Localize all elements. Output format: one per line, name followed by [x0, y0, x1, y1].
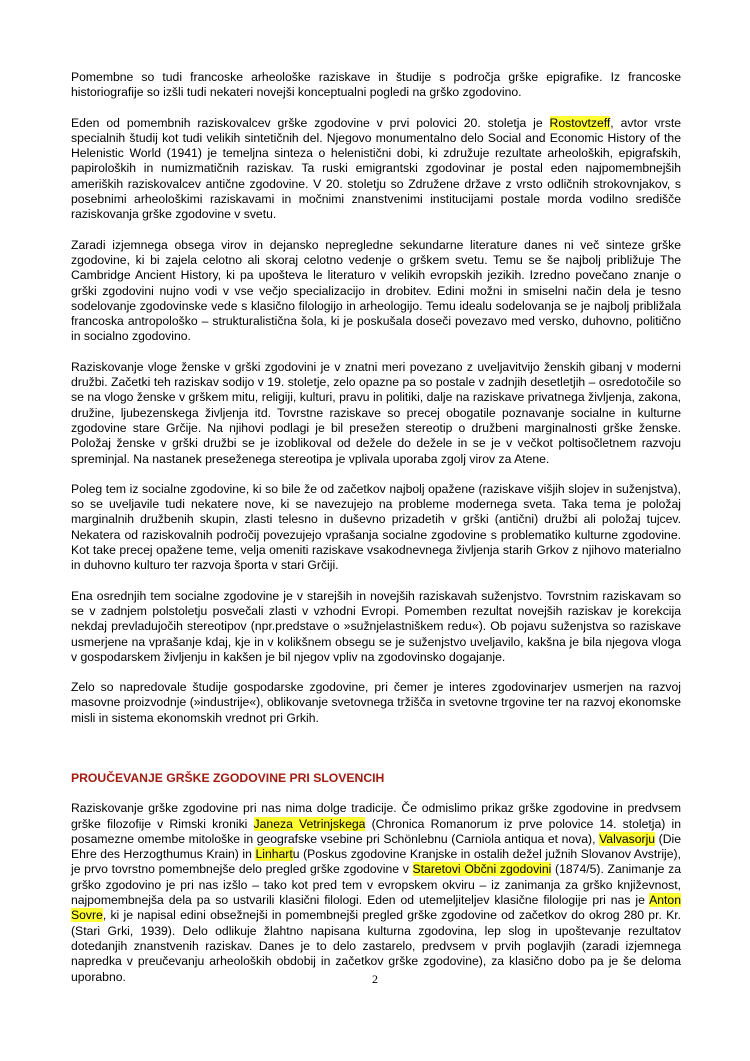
- paragraph-specialization: Zaradi izjemnega obsega virov in dejansko nepregledne sekundarne literature danes ni več sinteze grške zgodovine, ki bi zajela celotno ali skoraj celotno vedenje o grškem svetu. Temu se še najbolj približuje The Cambridge Ancient History, ki pa upošteva le literaturo v velikih evropskih jezikih. Izredno povečano znanje o grški zgodovini nujno vodi v vse večjo specializacijo in drobitev. Edini možni in smiselni način dela je tesno sodelovanje zgodovinske vede s klasično filologijo in arheologijo. Temu idealu sodelovanja se je najbolj približala francoska antropološko – strukturalistična šola, ki je poskušala doseči povezavo med versko, duhovno, politično in socialno zgodovino.: [71, 237, 681, 344]
- text-run: (Chronica Romanorum iz prve polovice 14. stoletja) in posamezne omembe mitološke in geografske vsebine pri Schönlebnu (Carniola antiqua et nova),: [71, 816, 681, 846]
- paragraph-slovene-research: [71, 801, 681, 985]
- text-run: (Die Ehre des Herzogthumus Krain) in: [71, 831, 682, 862]
- paragraph-social-history: Poleg tem iz socialne zgodovine, ki so bile že od začetkov najbolj opažene (raziskave višjih slojev in suženjstva), so se uveljavile tudi nekatere nove, ki se navezujejo na probleme modernega sveta. Taka tema je položaj marginalnih družbenih skupin, zlasti telesno in duševno prizadetih v grški (antični) družbi ali položaj tujcev. Nekatera od raziskovalnih področij povezujejo vprašanja socialne zgodovine s problematiko kulturne zgodovine. Kot take precej opažene teme, velja omeniti raziskave vsakodnevnega življenja starih Grkov z njihovo materialno in duhovno kulturo ter razvoja športa v stari Grčiji.: [71, 481, 681, 573]
- text-run: , avtor vrste specialnih študij kot tudi velikih sintetičnih del. Njegovo monumentalno delo Social and Economic History of the Helenistic World (1941) je temeljna sinteza o helenistični dobi, ki združuje rezultate arheoloških, epigrafskih, papiroloških in numizmatičnih raziskav. Ta ruski emigrantski zgodovinar je postal eden najpomembnejših ameriških raziskovalcev antične zgodovine. V 20. stoletju so Združene države z vrsto odličnih strokovnjakov, s posebnimi arheološkimi raziskavami in močnimi znanstvenimi institucijami postale morda vodilno središče raziskovanja grške zgodovine v svetu.: [71, 115, 681, 222]
- paragraph-women-history: Raziskovanje vloge ženske v grški zgodovini je v znatni meri povezano z uveljavitvijo ženskih gibanj v moderni družbi. Začetki teh raziskav sodijo v 19. stoletje, zelo opazne pa so postale v zadnjih desetletjih – osredotočile so se na vlogo ženske v grškem mitu, religiji, kulturi, pravu in politiki, dalje na raziskave privatnega življenja, zakona, družine, ljubezenskega življenja itd. Tovrstne raziskave so precej obogatile poznavanje socialne in kulturne zgodovine stare Grčije. Na njihovi podlagi je bil presežen stereotip o družbeni marginalnosti grške ženske. Položaj ženske v grški družbi se je izoblikoval od dežele do dežele in se je v večkot poltisočletnem razvoju spreminjal. Na nastanek preseženega stereotipa je vplivala uporaba zgolj virov za Atene.: [71, 359, 681, 466]
- section-heading: PROUČEVANJE GRŠKE ZGODOVINE PRI SLOVENCIH: [71, 770, 385, 785]
- highlighted-name-anton-sovre: Anton Sovre: [71, 893, 681, 923]
- paragraph-slavery: Ena osrednjih tem socialne zgodovine je v starejših in novejših raziskavah suženjstvo. Tovrstnim raziskavam so se v zadnjem polstoletju posvečali zlasti v vzhodni Evropi. Pomemben rezultat novejših raziskav je korekcija nekdaj prevladujočih stereotipov (npr.predstave o »sužnjelastniškem redu«). Ob pojavu suženjstva so raziskave usmerjene na vprašanje kdaj, kje in v kolikšnem obsegu se je suženjstvo uveljavilo, kakšna je bila njegova vloga v gospodarskem življenju in kakšen je bil njegov vpliv na zgodovinsko dogajanje.: [71, 588, 681, 664]
- paragraph-rostovtzeff: [71, 116, 681, 223]
- section-gap: [71, 741, 681, 771]
- highlighted-name-valvasor: Valvasorju: [599, 831, 656, 846]
- text-run: , ki je napisal edini obsežnejši in pomembnejši pregled grške zgodovine od začetkov do okrog 280 pr. Kr. (Stari Grki, 1939). Delo odlikuje žlahtno napisana kulturna zgodovina, lep slog in upoštevanje rezultatov dotedanjih znanstvenih raziskav. Danes je to delo zastarelo, predvsem v prvih poglavjih (zaradi izjemnega napredka v preučevanju arheoloških obdobij in začetkov grške zgodovine), za klasično dobo pa je še deloma uporabno.: [71, 908, 681, 984]
- text-run: Eden od pomembnih raziskovalcev grške zgodovine v prvi polovici 20. stoletja je: [71, 115, 550, 130]
- highlighted-name-vetrinjski: Janeza Vetrinjskega: [253, 816, 366, 831]
- text-run: u (Poskus zgodovine Kranjske in ostalih dežel južnih Slovanov Avstrije), je prvo tovrstno pomembnejše delo pregled grške zgodovine v: [71, 847, 681, 877]
- text-run: Raziskovanje grške zgodovine pri nas nima dolge tradicije. Če odmislimo prikaz grške zgodovine in predvsem grške filozofije v Rimski kroniki: [71, 801, 681, 831]
- page-number: 2: [372, 972, 378, 986]
- highlighted-title-staretova-zgodovina: Staretovi Občni zgodovini: [412, 862, 552, 877]
- text-run: (1874/5). Zanimanje za grško zgodovino je pri nas izšlo – tako kot pred tem v evropskem okviru – iz zanimanja za grško književnost, najpomembnejša dela pa so ustvarili klasični filologi. Eden od utemeljiteljev klasične filologije pri nas je: [71, 862, 682, 908]
- document-page: [71, 70, 681, 1000]
- paragraph-economic-history: Zelo so napredovale študije gospodarske zgodovine, pri čemer je interes zgodovinarjev usmerjen na razvoj masovne proizvodnje (»industrije«), oblikovanje svetovnega tržišča in svetovne trgovine ter na razvoj ekonomske misli in sistema ekonomskih vrednot pri Grkih.: [71, 680, 681, 725]
- highlighted-name-rostovtzeff: Rostovtzeff: [549, 115, 611, 130]
- paragraph-french-research: Pomembne so tudi francoske arheološke raziskave in študije s področja grške epigrafike. Iz francoske historiografije so izšli tudi nekateri novejši konceptualni pogledi na grško zgodovino.: [71, 70, 681, 100]
- highlighted-name-linhart: Linhart: [255, 847, 293, 862]
